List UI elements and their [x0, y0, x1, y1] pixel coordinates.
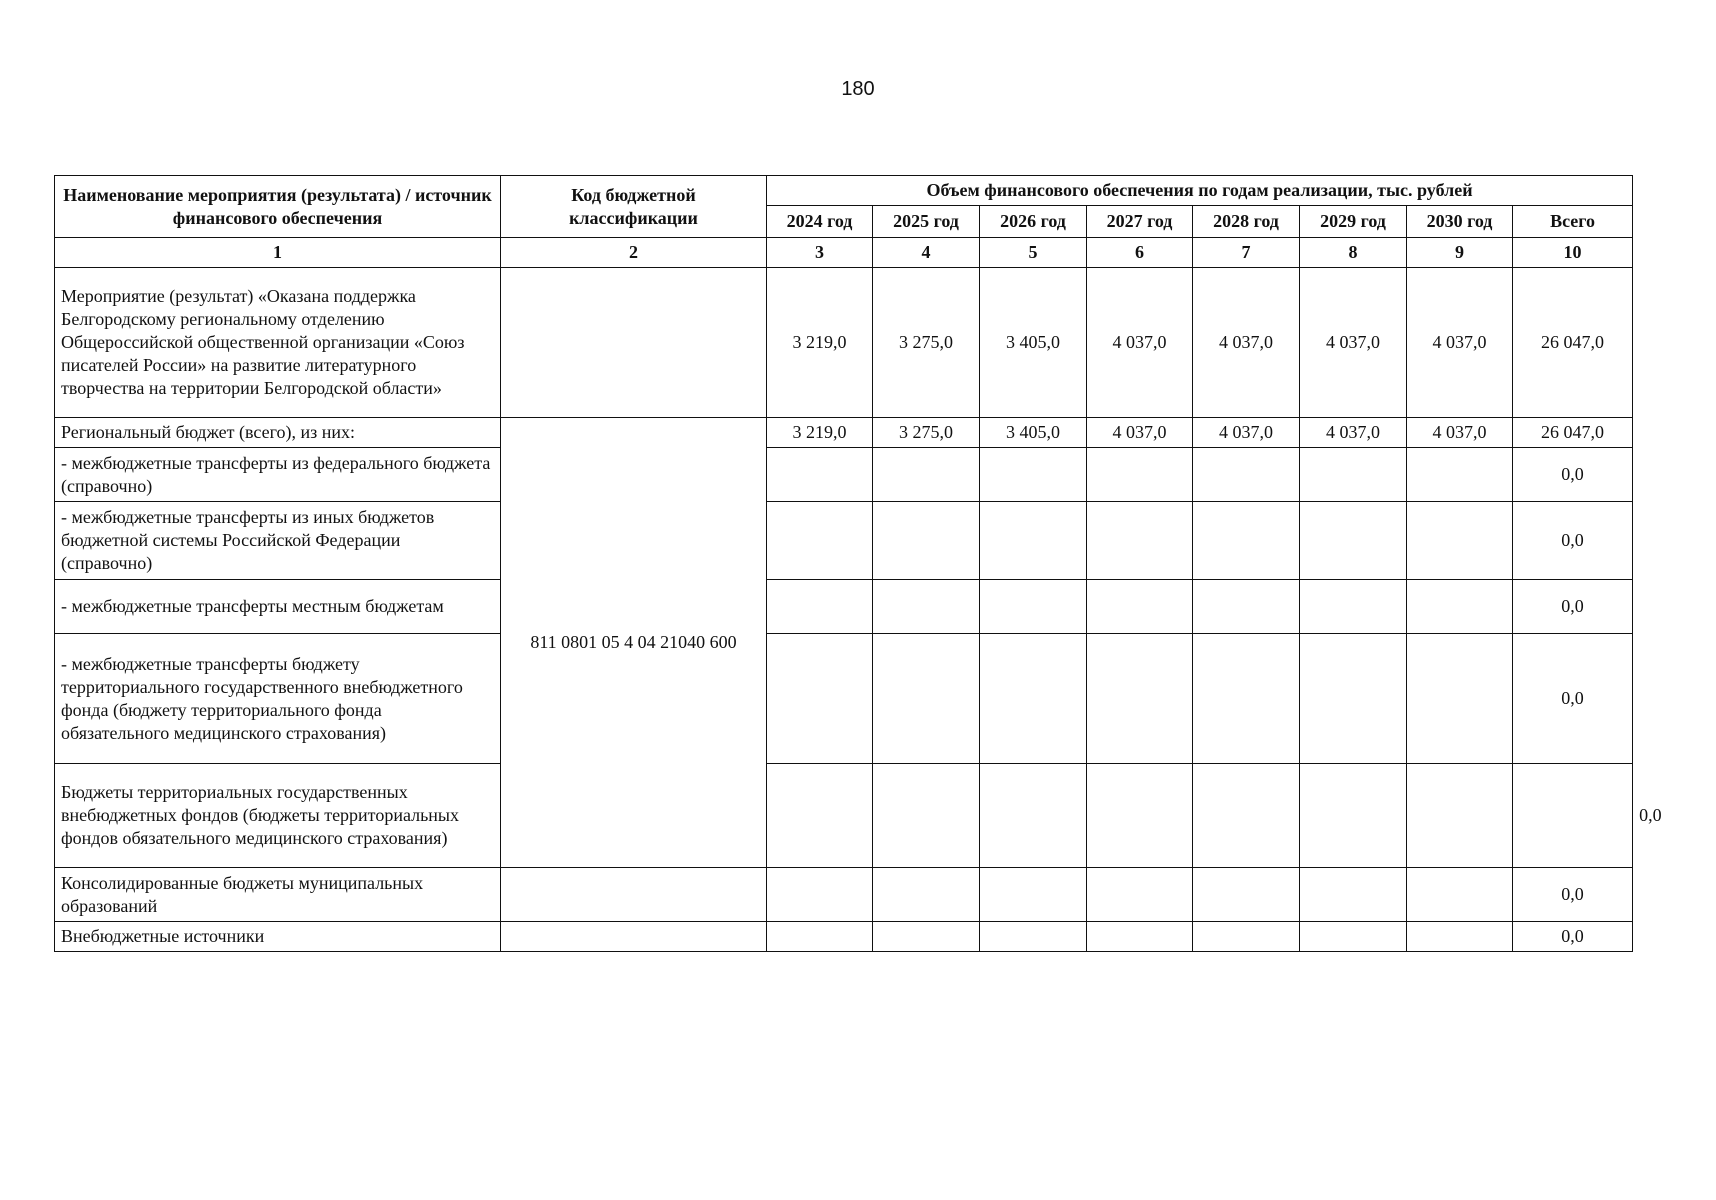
value-cell: 4 037,0	[1087, 418, 1193, 448]
column-number: 9	[1407, 238, 1513, 268]
table-row	[55, 448, 1633, 502]
value-cell	[1407, 580, 1513, 634]
header-year: 2029 год	[1300, 206, 1407, 238]
value-cell	[1300, 868, 1407, 922]
row-code	[501, 268, 767, 418]
header-total: Всего	[1513, 206, 1633, 238]
value-cell	[1300, 580, 1407, 634]
row-code	[767, 764, 873, 868]
value-cell: 4 037,0	[1407, 268, 1513, 418]
row-name: Региональный бюджет (всего), из них:	[55, 418, 501, 448]
header-year: 2028 год	[1193, 206, 1300, 238]
value-cell	[980, 580, 1087, 634]
value-cell	[1087, 580, 1193, 634]
budget-code: 811 0801 05 4 04 21040 600	[501, 418, 767, 868]
row-name: Мероприятие (результат) «Оказана поддержка Белгородскому региональному отделению Общероссийской общественной организации «Союз писателей России» на развитие литературного творчества на территории Белгородской области»	[55, 268, 501, 418]
value-cell	[1087, 502, 1193, 580]
value-cell	[980, 764, 1087, 868]
value-cell	[1193, 448, 1300, 502]
page-number: 180	[841, 78, 875, 100]
value-cell: 3 219,0	[767, 268, 873, 418]
value-cell: 3 275,0	[873, 418, 980, 448]
total-cell: 26 047,0	[1513, 268, 1633, 418]
column-number: 4	[873, 238, 980, 268]
value-cell	[767, 868, 873, 922]
value-cell	[1407, 448, 1513, 502]
value-cell	[1193, 868, 1300, 922]
value-cell	[1087, 868, 1193, 922]
column-number: 5	[980, 238, 1087, 268]
header-name: Наименование мероприятия (результата) / источник финансового обеспечения	[55, 176, 501, 238]
row-name: Внебюджетные источники	[55, 922, 501, 952]
value-cell	[767, 502, 873, 580]
column-number: 3	[767, 238, 873, 268]
value-cell	[873, 868, 980, 922]
value-cell: 4 037,0	[1193, 268, 1300, 418]
value-cell	[1087, 922, 1193, 952]
total-cell: 0,0	[1513, 634, 1633, 764]
header-year: 2024 год	[767, 206, 873, 238]
column-number: 1	[55, 238, 501, 268]
value-cell	[1407, 764, 1513, 868]
value-cell	[767, 580, 873, 634]
column-number: 2	[501, 238, 767, 268]
value-cell	[1087, 764, 1193, 868]
value-cell	[1300, 634, 1407, 764]
value-cell	[873, 502, 980, 580]
header-year: 2027 год	[1087, 206, 1193, 238]
value-cell	[980, 634, 1087, 764]
value-cell: 4 037,0	[1087, 268, 1193, 418]
header-year: 2026 год	[980, 206, 1087, 238]
value-cell	[1300, 502, 1407, 580]
value-cell: 3 219,0	[767, 418, 873, 448]
value-cell	[980, 502, 1087, 580]
table-row	[55, 634, 1633, 764]
value-cell	[1300, 448, 1407, 502]
row-name: - межбюджетные трансферты из федерального бюджета (справочно)	[55, 448, 501, 502]
column-number: 8	[1300, 238, 1407, 268]
value-cell: 4 037,0	[1300, 268, 1407, 418]
value-cell	[1087, 448, 1193, 502]
row-name: Бюджеты территориальных государственных внебюджетных фондов (бюджеты территориальных фондов обязательного медицинского страхования)	[55, 764, 501, 868]
value-cell: 4 037,0	[1193, 418, 1300, 448]
value-cell	[980, 922, 1087, 952]
value-cell	[1193, 502, 1300, 580]
value-cell	[873, 922, 980, 952]
value-cell	[1193, 580, 1300, 634]
header-code: Код бюджетной классификации	[501, 176, 767, 238]
value-cell	[767, 448, 873, 502]
value-cell	[1193, 634, 1300, 764]
value-cell	[767, 922, 873, 952]
header-year: 2025 год	[873, 206, 980, 238]
value-cell	[1193, 764, 1300, 868]
total-cell: 0,0	[1513, 922, 1633, 952]
table-row: Бюджеты территориальных государственных внебюджетных фондов (бюджеты территориальных фондов обязательного медицинского страхования) 0,0	[55, 764, 1633, 868]
row-name: - межбюджетные трансферты из иных бюджетов бюджетной системы Российской Федерации (справочно)	[55, 502, 501, 580]
value-cell	[767, 634, 873, 764]
value-cell	[1407, 922, 1513, 952]
column-number: 7	[1193, 238, 1300, 268]
value-cell	[873, 634, 980, 764]
financing-table	[54, 175, 1662, 952]
table-row	[55, 502, 1633, 580]
value-cell	[873, 448, 980, 502]
column-number: 10	[1513, 238, 1633, 268]
value-cell	[873, 764, 980, 868]
row-name: - межбюджетные трансферты бюджету территориального государственного внебюджетного фонда (бюджету территориального фонда обязательного медицинского страхования)	[55, 634, 501, 764]
table-row	[55, 868, 1633, 922]
value-cell	[1407, 502, 1513, 580]
value-cell	[1193, 922, 1300, 952]
row-name: Консолидированные бюджеты муниципальных образований	[55, 868, 501, 922]
total-cell: 0,0	[1513, 502, 1633, 580]
value-cell	[980, 448, 1087, 502]
row-code	[501, 922, 767, 952]
value-cell	[1407, 868, 1513, 922]
value-cell	[980, 868, 1087, 922]
total-cell: 26 047,0	[1513, 418, 1633, 448]
value-cell: 3 405,0	[980, 418, 1087, 448]
header-volume: Объем финансового обеспечения по годам реализации, тыс. рублей	[767, 176, 1633, 206]
value-cell	[1087, 634, 1193, 764]
table-row	[55, 418, 1633, 448]
table-row	[55, 268, 1633, 418]
total-cell: 0,0	[1513, 580, 1633, 634]
value-cell	[873, 580, 980, 634]
value-cell	[1300, 764, 1407, 868]
table-row	[55, 580, 1633, 634]
value-cell	[1407, 634, 1513, 764]
value-cell	[1300, 922, 1407, 952]
row-code	[501, 868, 767, 922]
row-name: - межбюджетные трансферты местным бюджетам	[55, 580, 501, 634]
total-cell: 0,0	[1513, 448, 1633, 502]
value-cell: 3 405,0	[980, 268, 1087, 418]
value-cell	[1513, 764, 1633, 868]
value-cell: 4 037,0	[1407, 418, 1513, 448]
header-year: 2030 год	[1407, 206, 1513, 238]
value-cell: 3 275,0	[873, 268, 980, 418]
table-row	[55, 922, 1633, 952]
value-cell: 4 037,0	[1300, 418, 1407, 448]
total-cell: 0,0	[1513, 868, 1633, 922]
column-number: 6	[1087, 238, 1193, 268]
